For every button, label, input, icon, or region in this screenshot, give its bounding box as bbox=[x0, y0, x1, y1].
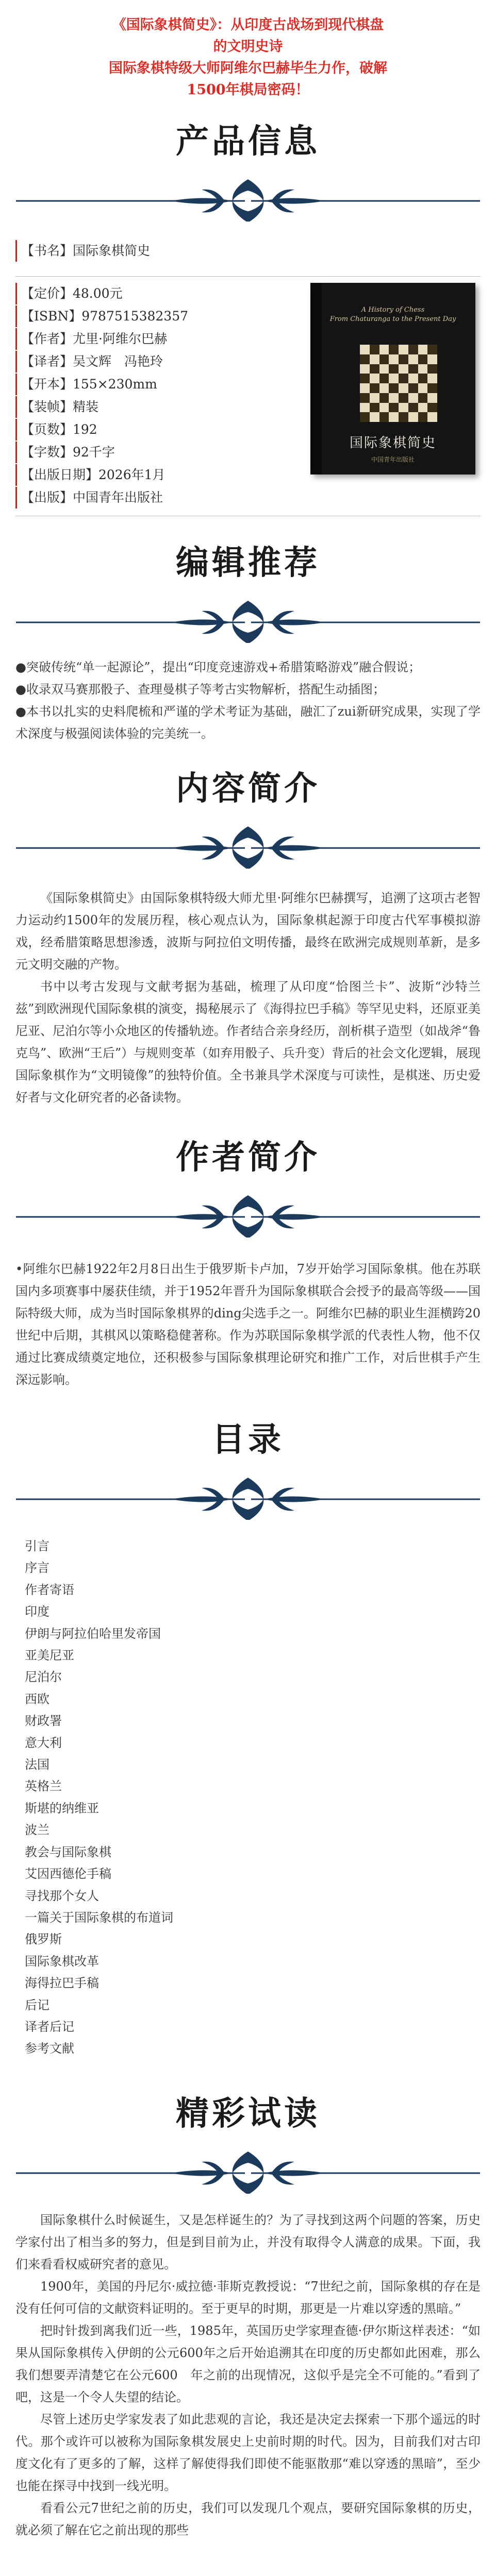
chessboard-square bbox=[399, 383, 408, 393]
header-line-3: 国际象棋特级大师阿维尔巴赫毕生力作，破解 bbox=[109, 60, 387, 76]
chessboard-square bbox=[370, 354, 379, 364]
toc-item: 西欧 bbox=[25, 1691, 49, 1706]
toc-item: 英格兰 bbox=[25, 1779, 62, 1794]
section-title-author: 作者简介 bbox=[176, 1138, 320, 1177]
product-date: 【出版日期】2026年1月 bbox=[15, 464, 305, 486]
ornament-divider-icon bbox=[16, 1181, 480, 1238]
recommend-item: ●本书以扎实的史料爬梳和严谨的学术考证为基础，融汇了zui新研究成果，实现了学术深度与极强阅读体验的完美统一。 bbox=[15, 704, 481, 741]
chessboard-square bbox=[360, 374, 370, 383]
chessboard-square bbox=[408, 393, 418, 403]
excerpt-paragraph: 看看公元7世纪之前的历史，我们可以发现几个观点，要研究国际象棋的历史，就必须了解在它之前出现的那些 bbox=[15, 2500, 481, 2537]
chessboard-square bbox=[427, 383, 437, 393]
recommend-list bbox=[0, 656, 496, 745]
excerpt-paragraph: 国际象棋什么时候诞生，又是怎样诞生的？为了寻找到这两个问题的答案，历史学家付出了相当多的努力，但是到目前为止，并没有取得令人满意的成果。下面，我们来看看权威研究者的意见。 bbox=[15, 2212, 481, 2272]
chessboard-square bbox=[418, 412, 428, 422]
chessboard-square bbox=[370, 345, 379, 354]
chessboard-square bbox=[360, 383, 370, 393]
toc-item: 财政署 bbox=[25, 1714, 62, 1728]
chessboard-square bbox=[427, 364, 437, 374]
chessboard-square bbox=[389, 412, 399, 422]
chessboard-square bbox=[370, 374, 379, 383]
chessboard-square bbox=[399, 403, 408, 413]
chessboard-square bbox=[408, 354, 418, 364]
toc-item: 波兰 bbox=[25, 1823, 49, 1838]
chessboard-square bbox=[379, 354, 389, 364]
recommend-item: ●收录双马赛那骰子、查理曼棋子等考古实物解析，搭配生动插图； bbox=[15, 682, 385, 697]
toc-item: 作者寄语 bbox=[25, 1582, 74, 1597]
chessboard-square bbox=[418, 393, 428, 403]
chessboard-square bbox=[389, 354, 399, 364]
chessboard-square bbox=[418, 403, 428, 413]
table-of-contents bbox=[0, 1535, 496, 2060]
toc-item: 亚美尼亚 bbox=[25, 1648, 74, 1663]
excerpt-paragraph: 把时针拨到离我们近一些，1985年，英国历史学家理查德·伊尔斯这样表述：“如果从国际象棋传入伊朗的公元600年之后开始追溯其在印度的历史都如此困难，那么我们想要弄清楚它在公元600 年之前的出现情况，这似乎是完全不可能的。”看到了吧，这是一个令人失望的结论。 bbox=[15, 2323, 481, 2404]
product-words: 【字数】92千字 bbox=[15, 442, 305, 463]
chessboard-square bbox=[399, 374, 408, 383]
chessboard-square bbox=[408, 374, 418, 383]
chessboard-square bbox=[379, 345, 389, 354]
toc-item: 后记 bbox=[25, 1997, 49, 2012]
product-binding: 【装帧】精装 bbox=[15, 396, 305, 418]
chessboard-square bbox=[370, 393, 379, 403]
chessboard-square bbox=[427, 412, 437, 422]
section-title-toc: 目录 bbox=[212, 1420, 284, 1459]
toc-item: 法国 bbox=[25, 1757, 49, 1772]
toc-item: 教会与国际象棋 bbox=[25, 1844, 111, 1859]
book-cover-image bbox=[310, 283, 475, 474]
content-paragraph: 《国际象棋简史》由国际象棋特级大师尤里·阿维尔巴赫撰写，追溯了这项古老智力运动约1500年的发展历程，核心观点认为，国际象棋起源于印度古代军事模拟游戏，经希腊策略思想渗透，波斯与阿拉伯文明传播，最终在欧洲完成规则革新，是多元文明交融的产物。 bbox=[15, 891, 481, 972]
toc-item: 国际象棋改革 bbox=[25, 1954, 99, 1969]
chessboard-square bbox=[427, 345, 437, 354]
chessboard-square bbox=[389, 345, 399, 354]
chessboard-square bbox=[408, 403, 418, 413]
chessboard-square bbox=[389, 364, 399, 374]
product-author: 【作者】尤里·阿维尔巴赫 bbox=[15, 328, 305, 350]
excerpt-text bbox=[0, 2209, 496, 2541]
chessboard-square bbox=[389, 374, 399, 383]
product-info bbox=[0, 283, 496, 510]
book-cover-publisher: 中国青年出版社 bbox=[371, 456, 415, 463]
section-title-excerpt: 精彩试读 bbox=[176, 2094, 320, 2133]
ornament-divider-icon bbox=[16, 2137, 480, 2194]
toc-item: 一篇关于国际象棋的布道词 bbox=[25, 1910, 173, 1925]
chessboard-square bbox=[399, 364, 408, 374]
ornament-divider-icon bbox=[16, 586, 480, 643]
toc-item: 译者后记 bbox=[25, 2019, 74, 2034]
chessboard-square bbox=[399, 345, 408, 354]
chessboard-square bbox=[379, 393, 389, 403]
chessboard-square bbox=[408, 412, 418, 422]
chessboard-square bbox=[427, 354, 437, 364]
content-paragraph: 书中以考古发现与文献考据为基础，梳理了从印度“恰图兰卡”、波斯“沙特兰兹”到欧洲现代国际象棋的演变，揭秘展示了《海得拉巴手稿》等罕见史料，还原亚美尼亚、尼泊尔等小众地区的传播轨迹。作者结合亲身经历，剖析棋子造型（如战斧“鲁克鸟”、欧洲“王后”）与规则变革（如弃用骰子、兵升变）背后的社会文化逻辑，展现国际象棋作为“文明镜像”的独特价值。全书兼具学术深度与可读性，是棋迷、历史爱好者与文化研究者的必备读物。 bbox=[15, 979, 481, 1105]
toc-item: 意大利 bbox=[25, 1735, 62, 1750]
chessboard-square bbox=[408, 345, 418, 354]
toc-item: 参考文献 bbox=[25, 2041, 74, 2056]
product-price: 【定价】48.00元 bbox=[15, 283, 305, 304]
section-title-product: 产品信息 bbox=[176, 122, 320, 161]
chessboard-square bbox=[360, 403, 370, 413]
book-cover-title: 国际象棋简史 bbox=[349, 435, 436, 451]
chessboard-square bbox=[370, 383, 379, 393]
chessboard-square bbox=[427, 393, 437, 403]
ornament-divider-icon bbox=[16, 1463, 480, 1520]
product-info-title-row bbox=[0, 240, 496, 262]
product-title: 【书名】国际象棋简史 bbox=[15, 240, 481, 262]
toc-item: 斯堪的纳维亚 bbox=[25, 1801, 99, 1816]
excerpt-paragraph: 1900年，美国的丹尼尔·威拉德·菲斯克教授说：“7世纪之前，国际象棋的存在是没有任何可信的文献资料证明的。至于更早的时期，那更是一片难以穿透的黑暗。” bbox=[15, 2279, 481, 2316]
toc-item: 俄罗斯 bbox=[25, 1932, 62, 1947]
chessboard-square bbox=[427, 403, 437, 413]
ornament-divider-icon bbox=[16, 812, 480, 869]
chessboard-square bbox=[370, 364, 379, 374]
chessboard-square bbox=[389, 393, 399, 403]
product-translator: 【译者】吴文辉 冯艳玲 bbox=[15, 351, 305, 372]
chessboard-square bbox=[408, 364, 418, 374]
chessboard-square bbox=[379, 383, 389, 393]
chessboard-square bbox=[408, 383, 418, 393]
chessboard-square bbox=[399, 393, 408, 403]
recommend-item: ●突破传统“单一起源论”，提出“印度竞速游戏+希腊策略游戏”融合假说； bbox=[15, 660, 421, 674]
toc-item: 伊朗与阿拉伯哈里发帝国 bbox=[25, 1626, 161, 1641]
chessboard-square bbox=[360, 412, 370, 422]
header-line-2: 的文明史诗 bbox=[213, 39, 283, 55]
chessboard-square bbox=[399, 412, 408, 422]
book-cover-english: A History of Chess From Chaturanga to the Present Day bbox=[329, 306, 456, 323]
author-paragraph: •阿维尔巴赫1922年2月8日出生于俄罗斯卡卢加，7岁开始学习国际象棋。他在苏联国内多项赛事中屡获佳绩，并于1952年晋升为国际象棋联合会授予的最高等级——国际特级大师，成为当时国际象棋界的ding尖选手之一。阿维尔巴赫的职业生涯横跨20世纪中后期，其棋风以策略稳健著称。作为苏联国际象棋学派的代表性人物，他不仅通过比赛成绩奠定地位，还积极参与国际象棋理论研究和推广工作，对后世棋手产生深远影响。 bbox=[15, 1262, 481, 1387]
chessboard-square bbox=[418, 383, 428, 393]
chessboard-square bbox=[360, 354, 370, 364]
toc-item: 艾因西德伦手稿 bbox=[25, 1867, 111, 1882]
chessboard-square bbox=[370, 412, 379, 422]
chessboard-square bbox=[370, 403, 379, 413]
chessboard-square bbox=[418, 364, 428, 374]
chessboard-square bbox=[418, 345, 428, 354]
content-summary bbox=[0, 887, 496, 1109]
excerpt-paragraph: 尽管上述历史学家发表了如此悲观的言论，我还是决定去探索一下那个遥远的时代。那个或许可以被称为国际象棋发展史上史前时期的时代。因为，目前我们对古印度文化有了更多的了解，这样了解使得我们即使不能驱散那“难以穿透的黑暗”，至少也能在探寻中找到一线光明。 bbox=[15, 2412, 481, 2493]
header-line-4: 1500年棋局密码！ bbox=[187, 82, 309, 98]
product-format: 【开本】155×230mm bbox=[15, 374, 305, 395]
chessboard-square bbox=[379, 412, 389, 422]
toc-item: 印度 bbox=[25, 1604, 49, 1619]
product-publisher: 【出版】中国青年出版社 bbox=[15, 487, 305, 509]
chessboard-square bbox=[418, 354, 428, 364]
ornament-divider-icon bbox=[16, 165, 480, 222]
section-title-content: 内容简介 bbox=[176, 769, 320, 808]
promo-header bbox=[0, 0, 496, 101]
chessboard-square bbox=[379, 374, 389, 383]
chessboard-square bbox=[389, 403, 399, 413]
chessboard-square bbox=[360, 345, 370, 354]
section-title-recommend: 编辑推荐 bbox=[176, 544, 320, 582]
chessboard-square bbox=[379, 364, 389, 374]
header-line-1: 《国际象棋简史》：从印度古战场到现代棋盘 bbox=[112, 17, 384, 33]
chessboard-square bbox=[418, 374, 428, 383]
toc-item: 海得拉巴手稿 bbox=[25, 1976, 99, 1991]
product-isbn: 【ISBN】9787515382357 bbox=[15, 306, 305, 327]
chessboard-square bbox=[399, 354, 408, 364]
toc-item: 尼泊尔 bbox=[25, 1670, 62, 1685]
chessboard-square bbox=[360, 364, 370, 374]
chessboard-icon bbox=[360, 345, 437, 422]
chessboard-square bbox=[427, 374, 437, 383]
author-bio bbox=[0, 1258, 496, 1391]
toc-item: 寻找那个女人 bbox=[25, 1888, 99, 1903]
toc-item: 引言 bbox=[25, 1539, 49, 1553]
product-pages: 【页数】192 bbox=[15, 419, 305, 440]
chessboard-square bbox=[379, 403, 389, 413]
chessboard-square bbox=[389, 383, 399, 393]
toc-item: 序言 bbox=[25, 1561, 49, 1575]
chessboard-square bbox=[360, 393, 370, 403]
